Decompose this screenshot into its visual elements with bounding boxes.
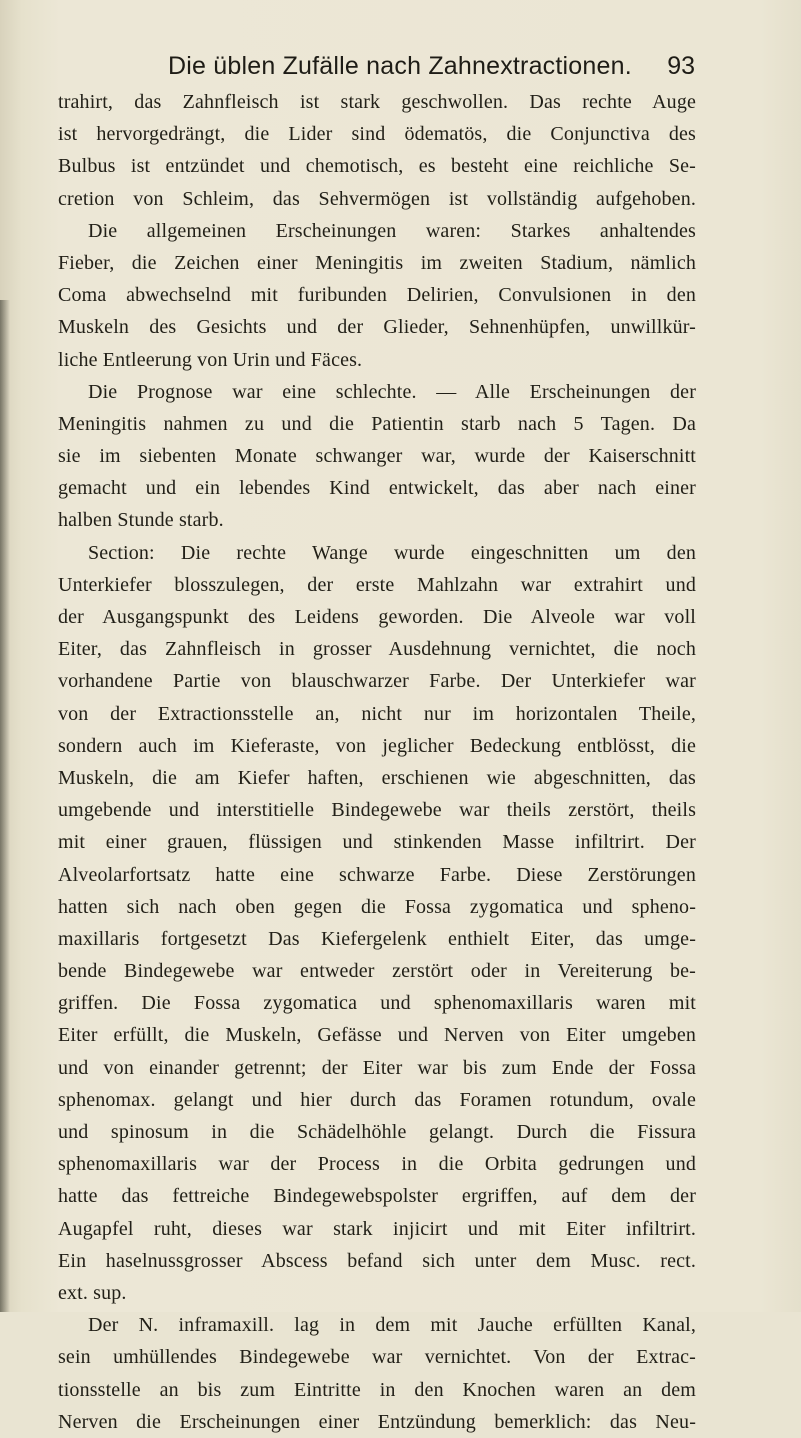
text-line: Section: Die rechte Wange wurde eingeschnitten um den bbox=[88, 541, 696, 564]
text-line: tionsstelle an bis zum Eintritte in den Knochen waren an dem bbox=[58, 1378, 696, 1401]
text-line: maxillaris fortgesetzt Das Kiefergelenk enthielt Eiter, das umge- bbox=[58, 927, 696, 950]
text-line: Ein haselnussgrosser Abscess befand sich unter dem Musc. rect. bbox=[58, 1249, 696, 1272]
text-line: trahirt, das Zahnfleisch ist stark geschwollen. Das rechte Auge bbox=[58, 91, 696, 113]
text-line: Die allgemeinen Erscheinungen waren: Starkes anhaltendes bbox=[88, 219, 696, 242]
text-line: Der N. inframaxill. lag in dem mit Jauche erfüllten Kanal, bbox=[88, 1314, 696, 1337]
text-line: gemacht und ein lebendes Kind entwickelt, das aber nach einer bbox=[58, 477, 696, 500]
text-line: Alveolarfortsatz hatte eine schwarze Farbe. Diese Zerstörungen bbox=[58, 863, 696, 886]
text-line: vorhandene Partie von blauschwarzer Farbe. Der Unterkiefer war bbox=[58, 670, 696, 693]
text-line: Unterkiefer blosszulegen, der erste Mahlzahn war extrahirt und bbox=[58, 573, 696, 596]
text-line: sie im siebenten Monate schwanger war, wurde der Kaiserschnitt bbox=[58, 445, 696, 468]
text-line: Die Prognose war eine schlechte. — Alle Erscheinungen der bbox=[88, 380, 696, 403]
text-line: hatten sich nach oben gegen die Fossa zygomatica und spheno- bbox=[58, 895, 696, 918]
text-line: bende Bindegewebe war entweder zerstört oder in Vereiterung be- bbox=[58, 960, 696, 983]
text-line: von der Extractionsstelle an, nicht nur im horizontalen Theile, bbox=[58, 702, 696, 725]
text-line: halben Stunde starb. bbox=[58, 509, 224, 532]
text-line: und spinosum in die Schädelhöhle gelangt. Durch die Fissura bbox=[58, 1121, 696, 1143]
text-line: Eiter erfüllt, die Muskeln, Gefässe und Nerven von Eiter umgeben bbox=[58, 1024, 696, 1047]
text-line: ist hervorgedrängt, die Lider sind ödematös, die Conjunctiva des bbox=[58, 123, 696, 146]
text-line: Meningitis nahmen zu und die Patientin starb nach 5 Tagen. Da bbox=[58, 412, 696, 435]
text-line: und von einander getrennt; der Eiter war bis zum Ende der Fossa bbox=[58, 1056, 696, 1079]
text-line: Muskeln des Gesichts und der Glieder, Sehnenhüpfen, unwillkür- bbox=[58, 316, 696, 339]
body-text bbox=[58, 86, 696, 1438]
text-line: Nerven die Erscheinungen einer Entzündung bemerklich: das Neu- bbox=[58, 1410, 696, 1433]
text-line: sphenomaxillaris war der Process in die Orbita gedrungen und bbox=[58, 1153, 696, 1176]
text-line: cretion von Schleim, das Sehvermögen ist vollständig aufgehoben. bbox=[58, 187, 696, 210]
page-gutter-shadow bbox=[0, 300, 10, 1312]
text-line: der Ausgangspunkt des Leidens geworden. Die Alveole war voll bbox=[58, 606, 696, 628]
text-line: Eiter, das Zahnfleisch in grosser Ausdehnung vernichtet, die noch bbox=[58, 638, 696, 661]
text-line: griffen. Die Fossa zygomatica und sphenomaxillaris waren mit bbox=[58, 992, 696, 1015]
text-line: umgebende und interstitielle Bindegewebe war theils zerstört, theils bbox=[58, 799, 696, 822]
text-line: Fieber, die Zeichen einer Meningitis im zweiten Stadium, nämlich bbox=[58, 251, 696, 274]
running-head-title: Die üblen Zufälle nach Zahnextractionen. bbox=[168, 52, 632, 80]
text-line: Bulbus ist entzündet und chemotisch, es besteht eine reichliche Se- bbox=[58, 155, 696, 178]
text-line: Coma abwechselnd mit furibunden Delirien, Convulsionen in den bbox=[58, 284, 696, 307]
text-line: sein umhüllendes Bindegewebe war vernichtet. Von der Extrac- bbox=[58, 1346, 696, 1369]
text-line: ext. sup. bbox=[58, 1281, 127, 1304]
running-head bbox=[0, 52, 801, 86]
page-number: 93 bbox=[667, 52, 695, 80]
text-line: Augapfel ruht, dieses war stark injicirt und mit Eiter infiltrirt. bbox=[58, 1217, 696, 1240]
text-line: sondern auch im Kieferaste, von jeglicher Bedeckung entblösst, die bbox=[58, 734, 696, 757]
text-line: liche Entleerung von Urin und Fäces. bbox=[58, 348, 363, 371]
text-line: sphenomax. gelangt und hier durch das Foramen rotundum, ovale bbox=[58, 1088, 696, 1111]
text-line: hatte das fettreiche Bindegewebspolster ergriffen, auf dem der bbox=[58, 1185, 696, 1208]
text-line: Muskeln, die am Kiefer haften, erschienen wie abgeschnitten, das bbox=[58, 766, 696, 789]
text-line: mit einer grauen, flüssigen und stinkenden Masse infiltrirt. Der bbox=[58, 831, 696, 854]
